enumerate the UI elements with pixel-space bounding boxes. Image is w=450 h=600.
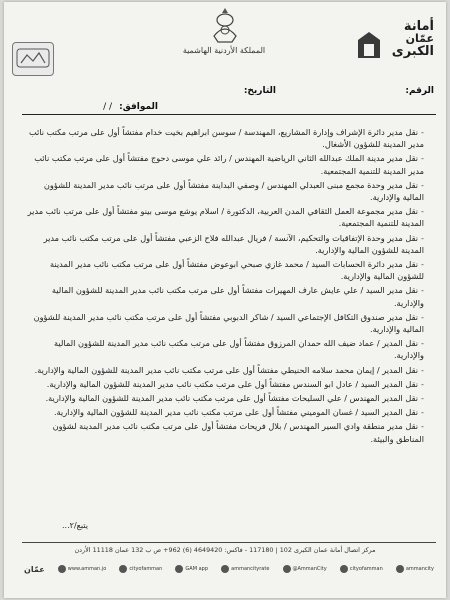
memo-item: -نقل المدير المهندس / علي السليحات مفتشاً أول على مرتب مكتب نائب مدير المدينة للشؤون المالية والإدارية. — [45, 393, 424, 404]
memo-item: -نقل مدير صندوق التكافل الإجتماعي السيد / شاكر الدبوبي مفتشاً أول على مرتب مكتب نائب مدير المدينة للشؤون المالية والإدارية. — [33, 311, 424, 335]
memo-item: -نقل مدير وحدة مجمع مبنى العبدلي المهندس / وصفي البداينة مفتشاً أول على مرتب نائب مدير المدينة للشؤون المالية والإدارية. — [43, 179, 424, 203]
corresponding-label: الموافق: — [119, 102, 158, 112]
memo-item: -نقل المدير السيد / عادل ابو السندس مفتشاً أول على مرتب مكتب نائب مدير المدينة للشؤون المالية والإدارية. — [46, 378, 424, 389]
footer-address: مركز اتصال أمانة عمان الكبرى 102 | 117180 - فاكس: 4649420 (6) 962+ ص ب 132 عمان 11118 الأردن — [74, 546, 376, 554]
amana-line2: عمّان — [405, 32, 434, 45]
memo-item: -نقل مدير وحدة الإتفاقيات والتحكيم، الآنسة / فريال عبدالله فلاح الزعبي مفتشاً أول على مرتب مكتب نائب مدير المدينة للشؤون المالية والإدارية. — [43, 232, 424, 255]
followup-note: يتبع/٢... — [62, 521, 88, 530]
amana-emblem-icon — [354, 28, 384, 62]
youtube-icon — [119, 565, 127, 573]
memo-item: -نقل مدير مجموعة العمل الثقافي المدن العربية، الدكتورة / اسلام يوشع موسى بينو مفتشاً أول على مرتب نائب مدير المدينة للتنمية المجتمعية. — [27, 206, 424, 229]
social-item[interactable]: GAM app — [175, 565, 208, 573]
social-item[interactable]: cityofamman — [340, 565, 383, 573]
memo-item: -نقل مدير دائرة الإشراف وإدارة المشاريع، المهندسة / سوسن ابراهيم بخيت خدام مفتشاً أول على مرتب مكتب نائب مدير المدينة للشؤون الأشغال. — [28, 127, 424, 150]
memo-item: -نقل المدير السيد / غسان الموميني مفتشاً أول على مرتب مكتب نائب مدير المدينة للشؤون المالية والإدارية. — [53, 407, 424, 418]
app-icon — [175, 565, 183, 573]
social-item[interactable]: cityofamman — [119, 565, 162, 573]
memo-item: -نقل مدير منطقة وادي السير المهندس / بلال فريحات مفتشاً أول على مرتب مكتب نائب مدير المدينة لشؤون المناطق والبيئة. — [52, 421, 424, 444]
royal-crest-icon — [210, 6, 240, 44]
memo-item: -نقل مدير مدينة الملك عبدالله الثاني الرياضية المهندس / رائد علي موسى دحوج مفتشاً أول على مرتب مكتب نائب مدير المدينة للتنمية المجتمعية. — [34, 153, 424, 176]
document-page — [4, 2, 446, 598]
ref-label: الرقم: — [405, 86, 434, 96]
memo-item: -نقل مدير السيد / علي عايش عارف المهيرات مفتشاً أول على مرتب مكتب نائب مدير المدينة للشؤون المالية والإدارية. — [51, 285, 424, 308]
footer-divider — [22, 542, 436, 543]
left-logo-icon — [13, 43, 53, 75]
footer-brand: عمّان — [24, 564, 45, 574]
instagram-icon — [340, 565, 348, 573]
left-logo — [12, 42, 54, 76]
facebook-icon — [396, 565, 404, 573]
date-label: التاريخ: — [243, 86, 276, 96]
social-item[interactable]: www.amman.jo — [58, 565, 106, 573]
social-item[interactable]: ammancity — [396, 565, 434, 573]
memo-body — [26, 126, 424, 447]
amana-line1: أمانة — [403, 19, 434, 34]
kingdom-title: المملكة الأردنية الهاشمية — [182, 46, 266, 55]
amana-line3: الكبرى — [391, 44, 434, 59]
snapchat-icon — [221, 565, 229, 573]
memo-item: -نقل المدير / إيمان محمد سلامه الحنيطي مفتشاً أول على مرتب مكتب نائب مدير المدينة للشؤون المالية والإدارية. — [34, 364, 424, 375]
social-bar — [24, 562, 434, 576]
social-item[interactable]: ammancityrate — [221, 565, 269, 573]
globe-icon — [58, 565, 66, 573]
twitter-icon — [283, 565, 291, 573]
memo-item: -نقل المدير / عماد ضيف الله حمدان المرزوق مفتشاً أول على مرتب مكتب نائب مدير المدينة للشؤون المالية والإدارية. — [54, 338, 424, 361]
social-item[interactable]: @AmmanCity — [283, 565, 327, 573]
corresponding-value: / / — [103, 102, 112, 112]
memo-item: -نقل مدير دائرة الحسابات السيد / محمد غازي صبحي ابوعوض مفتشاً أول على مرتب مكتب نائب مدير المدينة للشؤون المالية والإدارية. — [50, 259, 424, 282]
header-divider — [22, 114, 436, 115]
